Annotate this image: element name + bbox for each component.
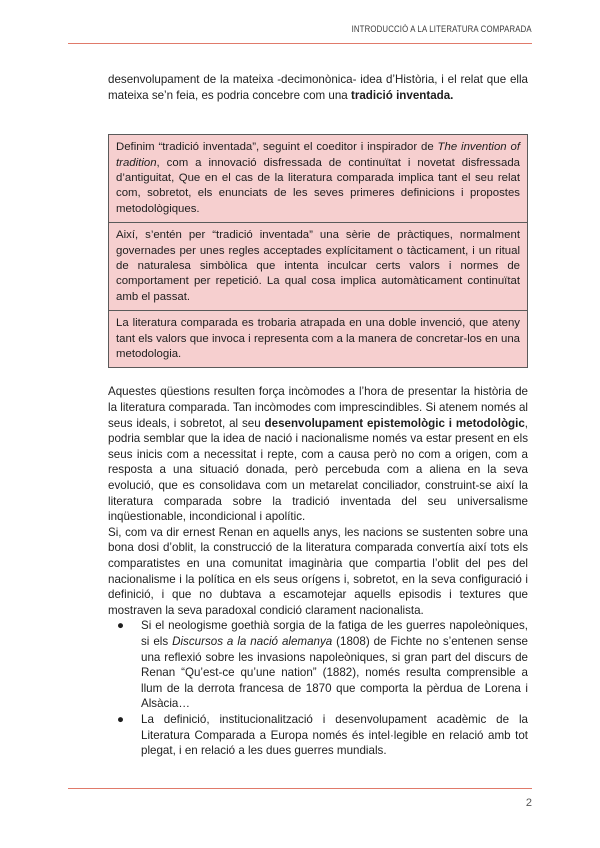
bullet-icon: ● — [117, 619, 125, 633]
header-rule — [68, 43, 532, 44]
footer-rule — [68, 788, 532, 789]
page-number: 2 — [525, 797, 532, 809]
bullet2-text: La definició, institucionalització i desenvolupament acadèmic de la Literatura Comparada a Europa només és intel·legible en relació amb tot plegat, i en relació a les dues guerres mundials. — [141, 712, 528, 758]
bullet-list — [108, 618, 528, 758]
bullet1-book-title: Discursos a la nació alemanya — [172, 634, 333, 648]
running-header-title: INTRODUCCIÓ A LA LITERATURA COMPARADA — [351, 24, 532, 35]
bullet-icon: ● — [117, 712, 125, 726]
definition-box-3: La literatura comparada es trobaria atrapada en una doble invenció, que ateny tant els valors que invoca i representa com a la manera de concretar-los en una metodologia. — [109, 310, 527, 367]
body-paragraph-2: Si, com va dir ernest Renan en aquells anys, les nacions se sustenten sobre una bona dosi d’oblit, la construcció de la literatura comparada convertía així tots els comparatistes en una comunitat imaginària que compartia l’oblit del pes del nacionalisme i la política en els seus orígens i, sobretot, en la seva configuració i definició, i que no dubtava a escamotejar aquells episodis i textures que mostraven la seva paradoxal condició clarament nacionalista. — [108, 525, 528, 617]
definition-box-1 — [109, 135, 527, 222]
definition-boxes — [108, 134, 528, 368]
intro-paragraph — [108, 72, 528, 103]
bullet1-text-b: (1808) de Fichte no s’entenen sense una reflexió sobre les invasions napoleòniques, si gran part del discurs de Renan “Qu’est-ce qu’une nation” (1882), només resulta comprensible a llum de la derrota francesa de 1870 que comporta la pèrdua de Lorena i Alsàcia… — [141, 634, 528, 711]
intro-bold-term: tradició inventada. — [350, 88, 454, 102]
p1-bold-term: desenvolupament epistemològic i metodològic — [264, 416, 525, 430]
box1-text-b: , com a innovació disfressada de continuïtat i novetat disfressada d’antiguitat, Que en el cas de la literatura comparada implica tant el seu relat com, sobretot, els enunciats de les seves primeres definicions i propostes metodològiques. — [116, 156, 520, 215]
body-text — [108, 384, 528, 758]
box1-text-a: Definim “tradició inventada”, seguint el coeditor i inspirador de — [116, 141, 438, 154]
intro-text: desenvolupament de la mateixa -decimonònica- idea d’Història, i el relat que ella mateixa se’n feia, es podria concebre com una — [108, 73, 528, 102]
body-paragraph-1 — [108, 384, 528, 524]
definition-box-2: Així, s’entén per “tradició inventada” una sèrie de pràctiques, normalment governades per unes regles acceptades explícitament o tàcticament, i un ritual de naturalesa simbòlica que intenta inculcar certs valors i normes de comportament per repetició. La qual cosa implica automàticament continuïtat amb el passat. — [109, 222, 527, 310]
bullet-item-2 — [117, 712, 528, 759]
page-content — [108, 72, 528, 759]
p1-text-b: , podria semblar que la idea de nació i nacionalisme només va estar present en els seus inicis com a necessitat i repte, com a causa però no com a origen, com a resposta a una situació donada, però percebuda com a aliena en la seva evolució, que es consolidava com un metarelat conciliador, construint-se així la literatura comparada sobre la tradició inventada del seu universalisme inqüestionable, incondicional i apolític. — [108, 416, 529, 524]
box1-book-title: The invention of tradition — [116, 141, 520, 169]
p1-text-a: Aquestes qüestions resulten força incòmodes a l’hora de presentar la història de la literatura comparada. Tan incòmodes com imprescindibles. Si atenem només al seus ideals, i sobretot, al seu — [108, 385, 528, 430]
bullet-item-1 — [117, 618, 528, 712]
bullet1-text-a: Si el neologisme goethià sorgia de la fatiga de les guerres napoleòniques, si els — [141, 619, 528, 648]
